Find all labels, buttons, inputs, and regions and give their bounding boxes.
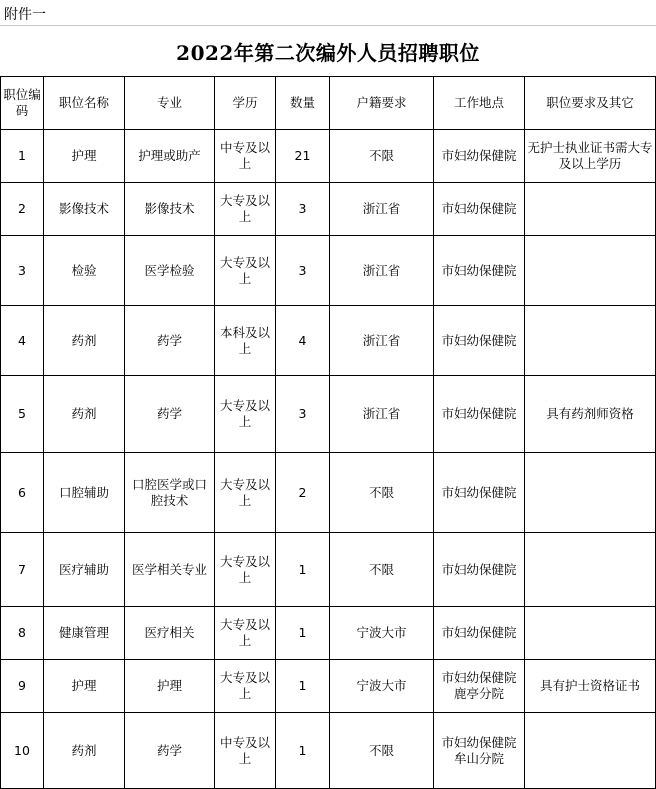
cell-quantity: 3 <box>276 376 330 453</box>
header-major: 专业 <box>125 77 215 130</box>
cell-location: 市妇幼保健院 <box>434 533 525 607</box>
page-title: 2022年第二次编外人员招聘职位 <box>176 40 480 65</box>
cell-quantity: 1 <box>276 660 330 713</box>
cell-position-name: 影像技术 <box>44 183 125 236</box>
cell-hukou: 浙江省 <box>330 306 434 376</box>
cell-position-name: 医疗辅助 <box>44 533 125 607</box>
header-quantity: 数量 <box>276 77 330 130</box>
cell-code: 2 <box>1 183 44 236</box>
cell-position-name: 药剂 <box>44 376 125 453</box>
table-row <box>1 453 656 533</box>
cell-code: 10 <box>1 713 44 789</box>
cell-hukou: 宁波大市 <box>330 660 434 713</box>
cell-quantity: 4 <box>276 306 330 376</box>
cell-position-name: 护理 <box>44 660 125 713</box>
cell-code: 9 <box>1 660 44 713</box>
cell-education: 大专及以上 <box>215 236 276 306</box>
header-code: 职位编码 <box>1 77 44 130</box>
cell-quantity: 1 <box>276 533 330 607</box>
cell-location: 市妇幼保健院 <box>434 453 525 533</box>
cell-requirements: 具有护士资格证书 <box>525 660 656 713</box>
cell-quantity: 2 <box>276 453 330 533</box>
cell-quantity: 3 <box>276 236 330 306</box>
cell-code: 1 <box>1 130 44 183</box>
cell-code: 5 <box>1 376 44 453</box>
header-education: 学历 <box>215 77 276 130</box>
cell-education: 大专及以上 <box>215 183 276 236</box>
table-row <box>1 236 656 306</box>
cell-major: 药学 <box>125 713 215 789</box>
table-row <box>1 660 656 713</box>
cell-requirements <box>525 183 656 236</box>
cell-hukou: 不限 <box>330 713 434 789</box>
header-location: 工作地点 <box>434 77 525 130</box>
positions-table <box>0 76 656 789</box>
cell-location: 市妇幼保健院 <box>434 236 525 306</box>
cell-major: 药学 <box>125 306 215 376</box>
cell-requirements: 无护士执业证书需大专及以上学历 <box>525 130 656 183</box>
annex-label: 附件一 <box>4 7 46 23</box>
cell-quantity: 1 <box>276 713 330 789</box>
cell-location: 市妇幼保健院 <box>434 130 525 183</box>
cell-position-name: 口腔辅助 <box>44 453 125 533</box>
cell-major: 护理 <box>125 660 215 713</box>
table-row <box>1 607 656 660</box>
cell-education: 大专及以上 <box>215 533 276 607</box>
cell-position-name: 健康管理 <box>44 607 125 660</box>
cell-major: 影像技术 <box>125 183 215 236</box>
cell-location: 市妇幼保健院鹿亭分院 <box>434 660 525 713</box>
cell-location: 市妇幼保健院牟山分院 <box>434 713 525 789</box>
cell-education: 大专及以上 <box>215 376 276 453</box>
cell-major: 医学检验 <box>125 236 215 306</box>
cell-major: 药学 <box>125 376 215 453</box>
table-row <box>1 376 656 453</box>
cell-position-name: 检验 <box>44 236 125 306</box>
cell-major: 医疗相关 <box>125 607 215 660</box>
table-row <box>1 183 656 236</box>
cell-requirements <box>525 713 656 789</box>
cell-major: 口腔医学或口腔技术 <box>125 453 215 533</box>
cell-major: 护理或助产 <box>125 130 215 183</box>
header-requirements: 职位要求及其它 <box>525 77 656 130</box>
table-row <box>1 130 656 183</box>
header-hukou: 户籍要求 <box>330 77 434 130</box>
cell-position-name: 护理 <box>44 130 125 183</box>
cell-requirements <box>525 453 656 533</box>
cell-code: 7 <box>1 533 44 607</box>
cell-hukou: 不限 <box>330 533 434 607</box>
cell-position-name: 药剂 <box>44 306 125 376</box>
cell-requirements <box>525 607 656 660</box>
cell-hukou: 宁波大市 <box>330 607 434 660</box>
cell-code: 3 <box>1 236 44 306</box>
cell-education: 中专及以上 <box>215 713 276 789</box>
cell-education: 大专及以上 <box>215 453 276 533</box>
cell-code: 4 <box>1 306 44 376</box>
cell-education: 大专及以上 <box>215 660 276 713</box>
cell-position-name: 药剂 <box>44 713 125 789</box>
cell-requirements <box>525 306 656 376</box>
header-position-name: 职位名称 <box>44 77 125 130</box>
title-row <box>0 26 656 76</box>
cell-major: 医学相关专业 <box>125 533 215 607</box>
cell-code: 8 <box>1 607 44 660</box>
table-row <box>1 713 656 789</box>
cell-hukou: 浙江省 <box>330 183 434 236</box>
cell-location: 市妇幼保健院 <box>434 607 525 660</box>
cell-requirements <box>525 533 656 607</box>
cell-education: 大专及以上 <box>215 607 276 660</box>
cell-quantity: 21 <box>276 130 330 183</box>
cell-quantity: 3 <box>276 183 330 236</box>
cell-education: 本科及以上 <box>215 306 276 376</box>
cell-code: 6 <box>1 453 44 533</box>
table-row <box>1 533 656 607</box>
cell-hukou: 浙江省 <box>330 236 434 306</box>
cell-location: 市妇幼保健院 <box>434 376 525 453</box>
cell-requirements <box>525 236 656 306</box>
annex-header <box>0 0 656 26</box>
cell-hukou: 不限 <box>330 453 434 533</box>
cell-education: 中专及以上 <box>215 130 276 183</box>
header-row <box>1 77 656 130</box>
cell-hukou: 浙江省 <box>330 376 434 453</box>
cell-requirements: 具有药剂师资格 <box>525 376 656 453</box>
cell-location: 市妇幼保健院 <box>434 306 525 376</box>
cell-quantity: 1 <box>276 607 330 660</box>
table-row <box>1 306 656 376</box>
cell-location: 市妇幼保健院 <box>434 183 525 236</box>
cell-hukou: 不限 <box>330 130 434 183</box>
